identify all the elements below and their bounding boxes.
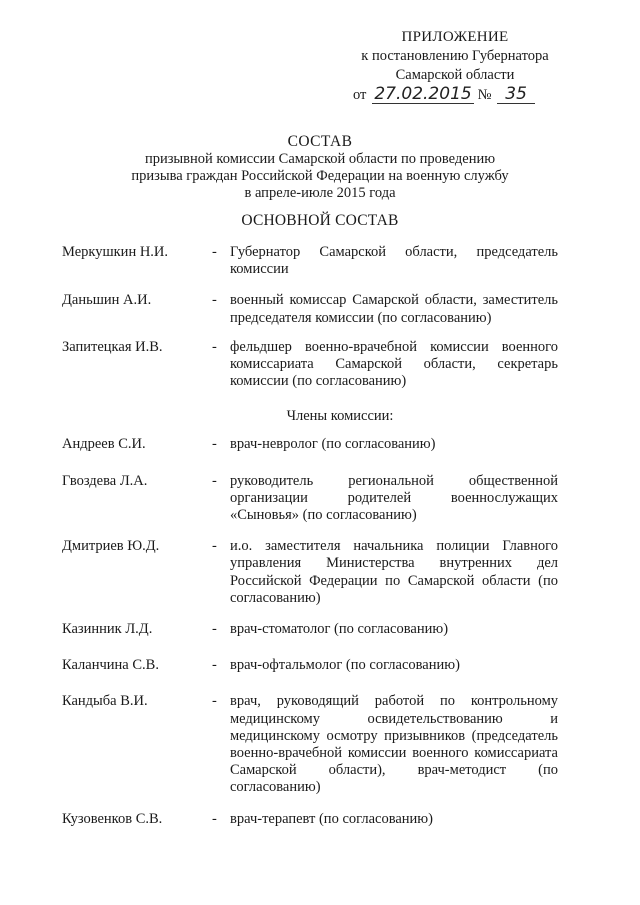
member-role: врач-стоматолог (по согласованию) — [230, 621, 449, 638]
handwritten-date: 27.02.2015 — [372, 85, 474, 104]
document-heading — [60, 133, 580, 229]
member-role: Губернатор Самарской области, председатель комиссии — [230, 244, 558, 278]
heading-line-3: в апреле-июле 2015 года — [244, 185, 396, 201]
member-role: руководитель региональной общественной организации родителей военнослужащих «Сыновья» (по согласованию) — [230, 472, 558, 524]
member-role: врач-невролог (по согласованию) — [230, 436, 436, 453]
member-entry — [62, 473, 558, 525]
number-prefix: № — [477, 87, 492, 103]
dash: - — [212, 538, 217, 555]
member-role: врач, руководящий работой по контрольному медицинскому освидетельствованию и медицинскому осмотру призывников (председатель военно-врачебной комиссии военного комиссариата Самарской области), врач-методист (по согласованию) — [230, 693, 558, 796]
appendix-line-1: к постановлению Губернатора — [361, 48, 549, 64]
member-name: Кузовенков С.В. — [62, 810, 163, 827]
member-name: Даньшин А.И. — [62, 292, 152, 309]
member-name: Запитецкая И.В. — [62, 338, 163, 355]
member-entry — [62, 621, 558, 638]
member-list — [62, 244, 558, 828]
member-role: врач-офтальмолог (по согласованию) — [230, 657, 460, 674]
date-prefix: от — [353, 87, 367, 103]
member-name: Андреев С.И. — [62, 436, 146, 453]
member-entry — [62, 811, 558, 828]
main-composition-heading: ОСНОВНОЙ СОСТАВ — [241, 212, 399, 229]
member-role: врач-терапевт (по согласованию) — [230, 810, 433, 827]
member-name: Дмитриев Ю.Д. — [62, 538, 160, 555]
member-entry — [62, 292, 558, 326]
member-name: Казинник Л.Д. — [62, 621, 153, 638]
heading-line-1: призывной комиссии Самарской области по проведению — [144, 151, 496, 167]
member-role: и.о. заместителя начальника полиции Главного управления Министерства внутренних дел Российской Федерации по Самарской области (по согласованию) — [230, 538, 558, 606]
dash: - — [212, 338, 217, 355]
appendix-dateline — [350, 85, 560, 105]
member-entry — [62, 693, 558, 796]
appendix-line-2: Самарской области — [395, 67, 515, 83]
member-entry — [62, 657, 558, 674]
members-heading: Члены комиссии: — [286, 408, 394, 425]
appendix-title: ПРИЛОЖЕНИЕ — [401, 29, 509, 45]
heading-sostav: СОСТАВ — [287, 133, 353, 150]
member-name: Кандыба В.И. — [62, 693, 148, 710]
dash: - — [212, 810, 217, 827]
member-entry — [62, 244, 558, 278]
member-role: военный комиссар Самарской области, заместитель председателя комиссии (по согласованию) — [230, 292, 558, 326]
member-role: фельдшер военно-врачебной комиссии военного комиссариата Самарской области, секретарь комиссии (по согласованию) — [230, 338, 558, 390]
dash: - — [212, 657, 217, 674]
dash: - — [212, 436, 217, 453]
member-name: Гвоздева Л.А. — [62, 472, 148, 489]
member-entry — [62, 538, 558, 607]
dash: - — [212, 472, 217, 489]
dash: - — [212, 244, 217, 260]
member-name: Меркушкин Н.И. — [62, 244, 169, 260]
heading-line-2: призыва граждан Российской Федерации на военную службу — [131, 168, 509, 184]
member-name: Каланчина С.В. — [62, 657, 159, 674]
appendix-block — [350, 28, 560, 105]
dash: - — [212, 292, 217, 309]
handwritten-number: 35 — [497, 85, 535, 104]
member-entry — [62, 339, 558, 391]
member-entry — [62, 436, 558, 453]
dash: - — [212, 693, 217, 710]
dash: - — [212, 621, 217, 638]
